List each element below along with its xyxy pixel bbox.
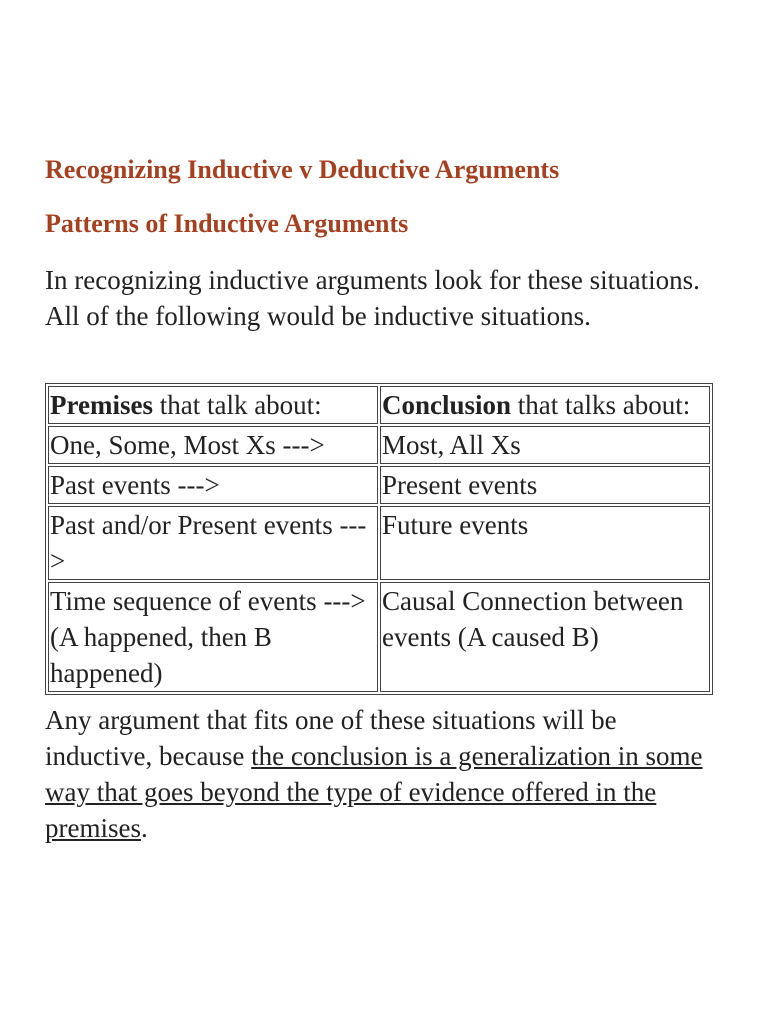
table-row bbox=[48, 582, 710, 692]
table-row bbox=[48, 466, 710, 504]
header-premises-rest: that talk about: bbox=[152, 390, 322, 420]
header-cell-conclusion bbox=[380, 386, 710, 424]
inductive-patterns-table bbox=[45, 383, 713, 695]
premise-cell: Time sequence of events ---> (A happened, then B happened) bbox=[48, 582, 378, 692]
header-premises-bold: Premises bbox=[50, 390, 153, 420]
premise-cell: One, Some, Most Xs ---> bbox=[48, 426, 378, 464]
header-cell-premises bbox=[48, 386, 378, 424]
table-row bbox=[48, 426, 710, 464]
intro-paragraph: In recognizing inductive arguments look for these situations. All of the following would be inductive situations. bbox=[45, 265, 700, 331]
conclusion-cell: Future events bbox=[380, 506, 710, 580]
closing-end: . bbox=[140, 813, 148, 843]
closing-paragraph bbox=[45, 702, 725, 846]
header-conclusion-bold: Conclusion bbox=[382, 390, 512, 420]
conclusion-cell: Most, All Xs bbox=[380, 426, 710, 464]
premise-cell: Past and/or Present events ---> bbox=[48, 506, 378, 580]
header-conclusion-rest: that talks about: bbox=[511, 390, 691, 420]
section-heading: Patterns of Inductive Arguments bbox=[45, 209, 409, 238]
table-header-row bbox=[48, 386, 710, 424]
closing-lead: Any argument that fits one of these situations will be inductive, because bbox=[45, 705, 617, 771]
table-row bbox=[48, 506, 710, 580]
closing-underlined: the conclusion is a generalization in some way that goes beyond the type of evidence offered in the premises bbox=[45, 741, 703, 843]
conclusion-cell: Present events bbox=[380, 466, 710, 504]
page-title: Recognizing Inductive v Deductive Arguments bbox=[45, 155, 560, 184]
conclusion-cell: Causal Connection between events (A caused B) bbox=[380, 582, 710, 692]
premise-cell: Past events ---> bbox=[48, 466, 378, 504]
